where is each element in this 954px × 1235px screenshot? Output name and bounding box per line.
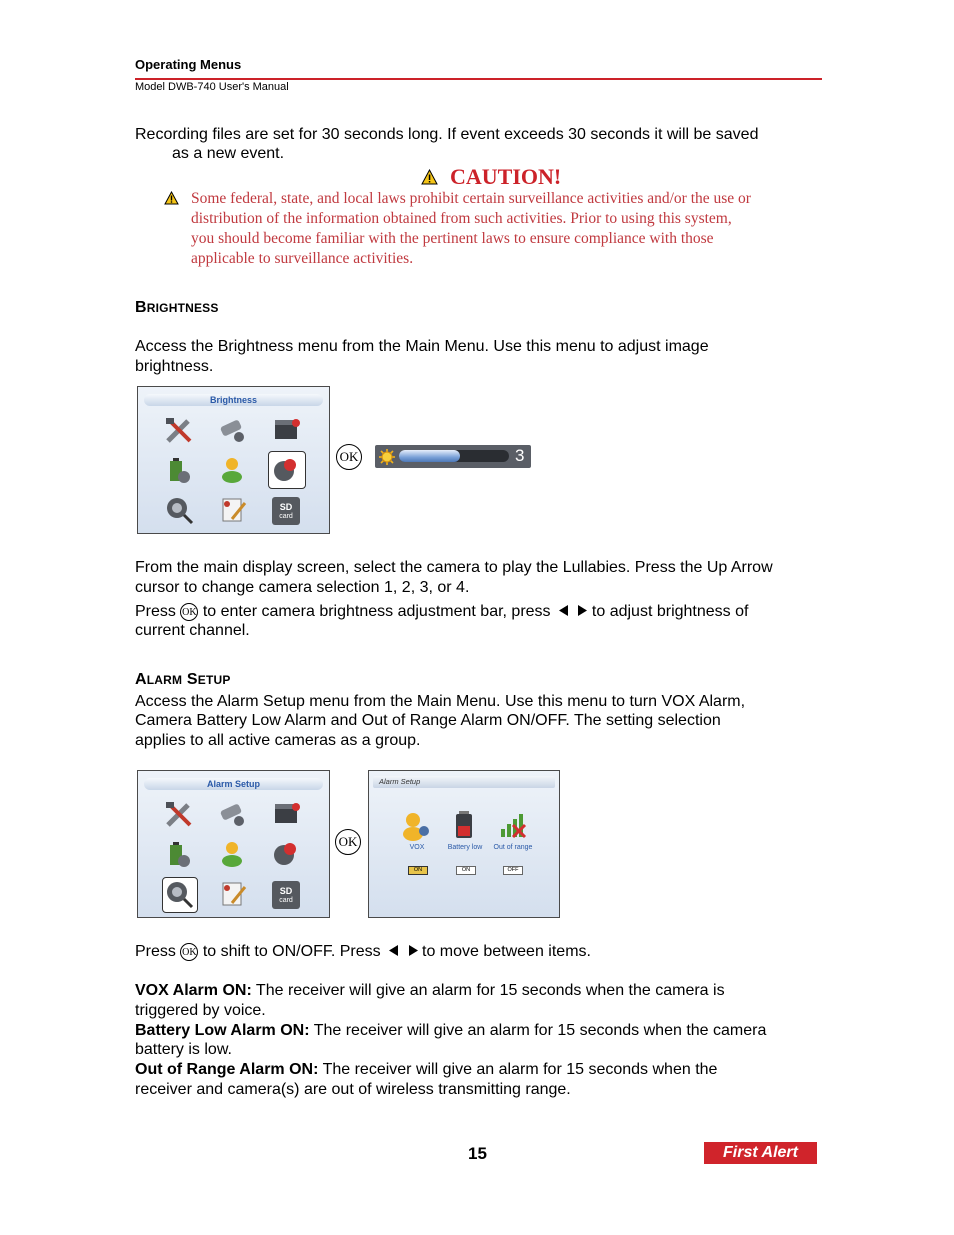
manual-subtitle: Model DWB-740 User's Manual	[135, 81, 289, 93]
search-camera-icon	[164, 879, 194, 909]
sd-card-icon: SD card	[272, 881, 300, 909]
vox-user-icon	[402, 811, 430, 841]
warning-icon-small	[164, 191, 179, 205]
battery-alarm-desc-2: battery is low.	[135, 1041, 232, 1058]
battery-low-label: Battery low	[447, 844, 483, 851]
alarm-para-3: applies to all active cameras as a group.	[135, 732, 421, 749]
record-icon	[272, 415, 302, 445]
brightness-menu-screenshot	[137, 386, 330, 534]
brightness-bar-screenshot	[375, 445, 531, 468]
vox-toggle: ON	[408, 866, 428, 875]
alarm-icon	[272, 839, 302, 869]
brightness-para-2: brightness.	[135, 358, 214, 375]
camera-settings-icon	[218, 799, 248, 829]
alarm-icon	[272, 455, 302, 485]
brightness-para-1: Access the Brightness menu from the Main Menu. Use this menu to adjust image	[135, 338, 709, 355]
caution-line: Some federal, state, and local laws prohibit certain surveillance activities and/or the use or	[191, 190, 751, 207]
intro-line-2: as a new event.	[172, 145, 285, 162]
range-alarm-desc: Out of Range Alarm ON: The receiver will give an alarm for 15 seconds when the	[135, 1061, 718, 1078]
brightness-fill	[399, 450, 460, 462]
out-of-range-label: Out of range	[493, 844, 533, 851]
alarm-para-1: Access the Alarm Setup menu from the Main Menu. Use this menu to turn VOX Alarm,	[135, 693, 746, 710]
caution-line: you should become familiar with the pertinent laws to ensure compliance with those	[191, 230, 714, 247]
alarm-para-2: Camera Battery Low Alarm and Out of Range Alarm ON/OFF. The setting selection	[135, 712, 721, 729]
brightness-para-4: cursor to change camera selection 1, 2, 3, or 4.	[135, 579, 470, 596]
sd-card-icon: SD card	[272, 497, 300, 525]
caution-heading: CAUTION!	[450, 164, 562, 189]
camera-settings-icon	[218, 415, 248, 445]
ok-button-icon: OK	[336, 444, 362, 470]
intro-line-1: Recording files are set for 30 seconds long. If event exceeds 30 seconds it will be saved	[135, 126, 759, 143]
menu-title-bar: Alarm Setup	[144, 778, 323, 790]
battery-icon	[164, 455, 194, 485]
right-arrow-icon	[577, 605, 587, 616]
ok-inline-icon: OK	[180, 943, 198, 961]
ok-inline-icon: OK	[180, 603, 198, 621]
alarm-menu-screenshot	[137, 770, 330, 918]
caution-line: applicable to surveillance activities.	[191, 250, 414, 267]
section-header: Operating Menus	[135, 57, 242, 72]
sun-icon	[378, 448, 396, 466]
caution-text	[191, 189, 821, 269]
out-of-range-icon	[499, 811, 527, 839]
alarm-setup-screen	[368, 770, 560, 918]
search-camera-icon	[164, 495, 194, 525]
document-icon	[218, 879, 248, 909]
tools-icon	[164, 415, 194, 445]
vox-label: VOX	[409, 844, 425, 851]
tools-icon	[164, 799, 194, 829]
brightness-heading: BRIGHTNESS	[135, 299, 219, 316]
left-arrow-icon	[559, 605, 569, 616]
brightness-track	[399, 450, 509, 462]
menu-title-bar: Brightness	[144, 394, 323, 406]
document-icon	[218, 495, 248, 525]
battery-low-icon	[453, 810, 475, 840]
brightness-para-6: current channel.	[135, 622, 250, 639]
record-icon	[272, 799, 302, 829]
screen-title-bar: Alarm Setup	[373, 776, 555, 788]
battery-low-toggle: ON	[456, 866, 476, 875]
battery-alarm-desc: Battery Low Alarm ON: The receiver will give an alarm for 15 seconds when the camera	[135, 1022, 767, 1039]
alarm-para-4: Press OK to shift to ON/OFF. Press to move between items.	[135, 943, 591, 960]
brightness-para-3: From the main display screen, select the camera to play the Lullabies. Press the Up Arrow	[135, 559, 773, 576]
out-of-range-toggle: OFF	[503, 866, 523, 875]
header-rule	[135, 78, 822, 80]
page-number: 15	[468, 1144, 487, 1163]
ok-button-icon: OK	[335, 829, 361, 855]
brightness-para-5: Press OK to enter camera brightness adjustment bar, press to adjust brightness of	[135, 603, 749, 620]
caution-line: distribution of the information obtained from such activities. Prior to using this system,	[191, 210, 732, 227]
user-icon	[218, 839, 248, 869]
alarm-setup-heading: ALARM SETUP	[135, 671, 231, 688]
user-icon	[218, 455, 248, 485]
vox-alarm-desc-2: triggered by voice.	[135, 1002, 266, 1019]
vox-alarm-desc: VOX Alarm ON: The receiver will give an alarm for 15 seconds when the camera is	[135, 982, 725, 999]
warning-icon	[421, 169, 438, 185]
left-arrow-icon	[389, 945, 399, 956]
right-arrow-icon	[408, 945, 418, 956]
brightness-value: 3	[515, 446, 525, 465]
first-alert-logo: First Alert	[704, 1142, 817, 1164]
range-alarm-desc-2: receiver and camera(s) are out of wireless transmitting range.	[135, 1081, 571, 1098]
battery-icon	[164, 839, 194, 869]
